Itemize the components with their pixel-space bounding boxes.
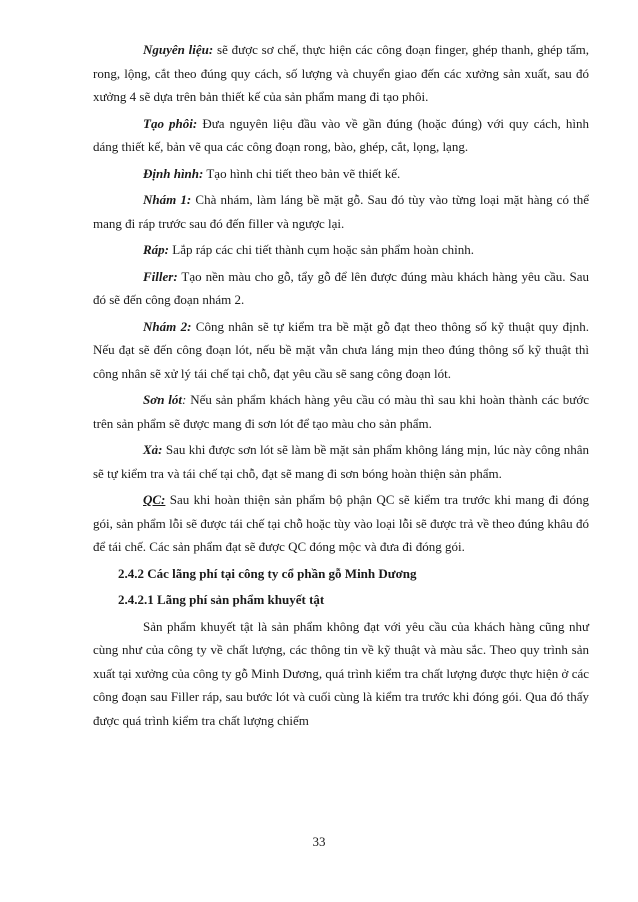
section-heading: 2.4.2 Các lãng phí tại công ty cổ phần gỗ Minh Dương bbox=[118, 565, 417, 581]
paragraph-nguyen-lieu bbox=[93, 38, 589, 109]
paragraph-text: Tạo hình chi tiết theo bản vẽ thiết kế. bbox=[203, 165, 401, 181]
term-dinh-hinh: Định hình: bbox=[143, 165, 204, 181]
term-filler: Filler: bbox=[143, 268, 178, 284]
paragraph-tao-phoi bbox=[93, 112, 589, 159]
paragraph-text: Đưa nguyên liệu đầu vào về gần đúng (hoặc đúng) với quy cách, hình dáng thiết kế, bản vẽ qua các công đoạn rong, bào, ghép, cắt, lọng, lạng. bbox=[93, 115, 589, 154]
paragraph-filler bbox=[93, 265, 589, 312]
paragraph-text: sẽ được sơ chế, thực hiện các công đoạn finger, ghép thanh, ghép tấm, rong, lộng, cắt theo đúng quy cách, số lượng và chuyển giao đến các xưởng sản xuất, sau đó xưởng 4 sẽ dựa trên bản thiết kế của sản phẩm mang đi tạo phôi. bbox=[93, 42, 589, 104]
term-qc: QC: bbox=[143, 492, 166, 507]
paragraph-son-lot bbox=[93, 388, 589, 435]
paragraph-dinh-hinh bbox=[93, 162, 589, 186]
term-nham-2: Nhám 2 bbox=[143, 318, 188, 334]
paragraph-qc bbox=[93, 488, 589, 559]
term-son-lot: Sơn lót bbox=[143, 392, 183, 407]
paragraph-text: Lắp ráp các chi tiết thành cụm hoặc sản phẩm hoàn chỉnh. bbox=[169, 242, 475, 257]
term-separator: : bbox=[182, 392, 187, 407]
paragraph-nham-2 bbox=[93, 315, 589, 386]
term-nguyen-lieu: Nguyên liệu bbox=[143, 42, 209, 57]
term-separator: : bbox=[208, 42, 214, 57]
paragraph-text: Nếu sản phẩm khách hàng yêu cầu có màu thì sau khi hoàn thành các bước trên sản phẩm sẽ được mang đi sơn lót để tạo màu cho sản phẩm. bbox=[93, 392, 589, 431]
paragraph-rap bbox=[93, 238, 589, 262]
term-rap: Ráp: bbox=[143, 242, 169, 257]
paragraph-text: Công nhân sẽ tự kiểm tra bề mặt gỗ đạt theo thông số kỹ thuật quy định. Nếu đạt sẽ đến công đoạn lót, nếu bề mặt vẫn chưa láng mịn theo đúng thông số kỹ thuật thì công nhân sẽ xử lý tái chế tại chỗ, đạt yêu cầu sẽ sang công đoạn lót. bbox=[93, 318, 589, 381]
term-xa: Xả: bbox=[143, 442, 163, 457]
term-tao-phoi: Tạo phôi: bbox=[143, 115, 198, 131]
page-number: 33 bbox=[312, 834, 326, 849]
paragraph-defective-products: Sản phẩm khuyết tật là sản phẩm không đạt với yêu cầu của khách hàng cũng như cùng như của công ty về chất lượng, các thông tin về kỹ thuật và màu sắc. Theo quy trình sản xuất tại xưởng của công ty gỗ Minh Dương, quá trình kiểm tra chất lượng được thực hiện ở các công đoạn sau Filler ráp, sau bước lót và cuối cùng là kiểm tra trước khi đóng gói. Qua đó thấy được quá trình kiểm tra chất lượng chiếm bbox=[93, 618, 589, 728]
paragraph-nham-1 bbox=[93, 188, 589, 235]
term-nham-1: Nhám 1: bbox=[143, 192, 192, 207]
paragraph-text: Sau khi hoàn thiện sản phẩm bộ phận QC sẽ kiểm tra trước khi mang đi đóng gói, sản phẩm lỗi sẽ được tái chế tại chỗ hoặc tùy vào loại lỗi sẽ được trả về theo đúng khâu đó để tái chế. Các sản phẩm đạt sẽ được QC đóng mộc và đưa đi đóng gói. bbox=[93, 492, 589, 554]
paragraph-xa bbox=[93, 438, 589, 485]
paragraph-text: Tạo nền màu cho gỗ, tẩy gỗ để lên được đúng màu khách hàng yêu cầu. Sau đó sẽ đến công đoạn nhám 2. bbox=[93, 268, 589, 307]
term-separator: : bbox=[187, 318, 192, 334]
document-body bbox=[93, 38, 589, 735]
paragraph-text: Chà nhám, làm láng bề mặt gỗ. Sau đó tùy vào từng loại mặt hàng có thể mang đi ráp trước sau đó đến filler và ngược lại. bbox=[93, 192, 589, 231]
subsection-heading: 2.4.2.1 Lãng phí sản phẩm khuyết tật bbox=[118, 592, 325, 607]
paragraph-text: Sau khi được sơn lót sẽ làm bề mặt sản phẩm không láng mịn, lúc này công nhân sẽ tự kiểm tra và tái chế tại chỗ, đạt sẽ mang đi sơn bóng hoàn thiện sản phẩm. bbox=[93, 442, 589, 481]
